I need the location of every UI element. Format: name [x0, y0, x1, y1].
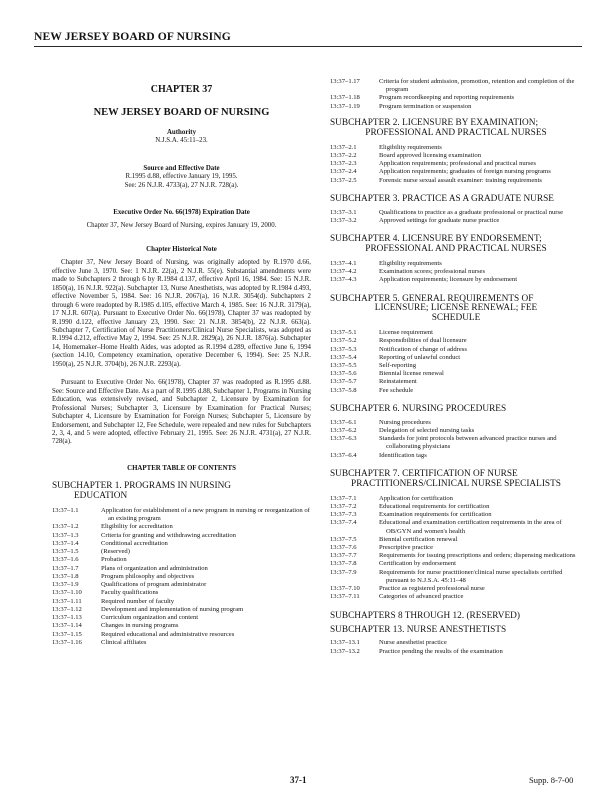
section-number: 13:37–5.8 [330, 386, 357, 394]
toc-entry [52, 556, 311, 564]
toc-entry [330, 511, 582, 519]
section-title: Conditional accreditation [101, 539, 168, 547]
toc-entry [52, 523, 311, 531]
section-title: Self-reporting [379, 361, 416, 369]
subchapter-6-heading: SUBCHAPTER 6. NURSING PROCEDURES [330, 403, 507, 414]
section-title: Approved settings for graduate nurse practice [379, 216, 500, 224]
section-title: Requirements for issuing prescriptions and orders; dispensing medications [379, 552, 576, 560]
toc-entry [330, 217, 582, 225]
section-number: 13:37–7.3 [330, 511, 357, 519]
section-number: 13:37–7.1 [330, 494, 357, 502]
toc-entry [330, 152, 582, 160]
section-title: Application requirements; licensure by endorsement [379, 276, 518, 284]
section-title: Fee schedule [379, 386, 414, 394]
section-number: 13:37–2.3 [330, 160, 357, 168]
authority-text: N.J.S.A. 45:11–23. [155, 137, 208, 145]
section-number: 13:37–1.15 [52, 630, 82, 638]
section-number: 13:37–6.4 [330, 451, 357, 459]
subchapter-2-list [330, 144, 582, 185]
section-title: Requirements for nurse practitioner/clinical nurse specialists certified pursuant to N.J.S.A. 45:11–48 [379, 568, 563, 584]
toc-entry [330, 536, 582, 544]
section-number: 13:37–1.18 [330, 94, 360, 102]
toc-entry [52, 622, 311, 630]
section-title: Criteria for granting and withdrawing accreditation [101, 531, 236, 539]
section-number: 13:37–5.2 [330, 337, 357, 345]
source-line: See: 26 N.J.R. 4733(a), 27 N.J.R. 728(a). [124, 181, 239, 189]
subchapter-1-heading: SUBCHAPTER 1. PROGRAMS IN NURSING EDUCATION [52, 481, 231, 502]
section-number: 13:37–4.1 [330, 259, 357, 267]
executive-order-heading: Executive Order No. 66(1978) Expiration Date [113, 209, 250, 217]
section-title: Standards for joint protocols between advanced practice nurses and collaborating physicians [379, 435, 557, 451]
subchapter-1-list [52, 507, 311, 647]
historical-note-heading: Chapter Historical Note [146, 245, 217, 253]
toc-entry [330, 370, 582, 378]
toc-entry [330, 346, 582, 354]
section-title: Qualifications to practice as a graduate professional or practical nurse [379, 208, 563, 216]
section-title: Probation [101, 556, 127, 564]
section-number: 13:37–1.8 [52, 572, 79, 580]
section-title: Changes in nursing programs [101, 622, 179, 630]
section-title: Certification by endorsement [379, 560, 456, 568]
section-title: Eligibility requirements [379, 143, 442, 151]
toc-entry [52, 507, 311, 523]
authority-heading: Authority [166, 129, 197, 136]
toc-entry [330, 337, 582, 345]
section-title: Responsibilities of dual licensure [379, 337, 467, 345]
header-rule [34, 46, 582, 47]
section-title: Prescriptive practice [379, 544, 434, 552]
toc-entry [52, 639, 311, 647]
chapter-number: CHAPTER 37 [150, 84, 213, 95]
section-number: 13:37–3.2 [330, 216, 357, 224]
section-title: Identification tags [379, 451, 427, 459]
section-number: 13:37–1.17 [330, 78, 360, 85]
toc-entry [330, 552, 582, 560]
section-title: (Reserved) [101, 548, 130, 556]
subchapter-4-list [330, 260, 582, 285]
toc-entry [330, 419, 582, 427]
section-number: 13:37–5.4 [330, 353, 357, 361]
subchapter-2-heading: SUBCHAPTER 2. LICENSURE BY EXAMINATION; PROFESSIONAL AND PRACTICAL NURSES [330, 117, 547, 138]
toc-entry [330, 569, 582, 585]
section-number: 13:37–2.5 [330, 176, 357, 184]
section-title: Educational and examination certification requirements in the area of OB/GYN and women's health [379, 519, 562, 535]
section-title: Eligibility for accreditation [101, 523, 173, 531]
subchapter-3-heading: SUBCHAPTER 3. PRACTICE AS A GRADUATE NURSE [330, 193, 554, 204]
section-title: Nurse anesthetist practice [379, 639, 447, 647]
right-column [330, 78, 582, 656]
section-number: 13:37–7.4 [330, 519, 357, 527]
section-number: 13:37–2.2 [330, 151, 357, 159]
toc-entry [330, 519, 582, 535]
toc-entry [330, 435, 582, 451]
toc-entry [52, 573, 311, 581]
section-title: Plans of organization and administration [101, 564, 208, 572]
section-title: Faculty qualifications [101, 589, 159, 597]
section-number: 13:37–7.6 [330, 544, 357, 552]
subchapter-13-heading: SUBCHAPTER 13. NURSE ANESTHETISTS [330, 624, 507, 635]
toc-entry [330, 585, 582, 593]
toc-entry [330, 94, 582, 102]
toc-entry [52, 532, 311, 540]
subchapter-7-list [330, 495, 582, 602]
toc-entry [330, 639, 582, 647]
section-number: 13:37–2.1 [330, 143, 357, 151]
subchapter-1-list-continued [330, 78, 582, 111]
subchapter-3-list [330, 209, 582, 225]
section-number: 13:37–2.4 [330, 168, 357, 176]
toc-entry [330, 648, 582, 656]
toc-entry [52, 614, 311, 622]
section-number: 13:37–7.10 [330, 585, 360, 593]
toc-entry [330, 160, 582, 168]
source-line: R.1995 d.88, effective January 19, 1995. [125, 173, 238, 181]
section-number: 13:37–4.2 [330, 268, 357, 276]
toc-entry [52, 548, 311, 556]
section-title: Program termination or suspension [379, 102, 472, 110]
section-number: 13:37–5.3 [330, 345, 357, 353]
toc-entry [52, 581, 311, 589]
toc-entry [330, 354, 582, 362]
section-number: 13:37–1.9 [52, 581, 79, 589]
historical-note-paragraph: Chapter 37, New Jersey Board of Nursing, was originally adopted by R.1970 d.66, effective June 3, 1970. See: 1 N.J.R. 22(a), 2 N.J.R. 55(e). Substantial amendments were made to Subchapters 2 through 6 by R.1984 d.137, effective April 16, 1984. See: 15 N.J.R. 1850(a), 16 N.J.R. 922(a). Subchapter 13, Nurse Anesthetists, was adopted by R.1984 d.493, effective November 5, 1984. See: 16 N.J.R. 2067(a), 16 N.J.R. 3054(d). Subchapters 2 through 6 were readopted by R.1985 d.105, effective March 4, 1985. See: 16 N.J.R. 3179(a), 17 N.J.R. 607(a). Pursuant to Executive Order No. 66(1978), Chapter 37 was readopted by R.1990 d.122, effective January 23, 1990. See: 21 N.J.R. 3854(b), 22 N.J.R. 663(a). Subchapter 7, Certification of Nurse Practitioners/Clinical Nurse Specialists, was adopted as R.1994 d.212, effective May 2, 1994. See: 25 N.J.R. 2829(a), 26 N.J.R. 1876(a). Subchapter 14, Homemaker–Home Health Aides, was adopted as R.1994 d.289, effective June 6, 1994 (section 14.10, Competency examination, operative December 6, 1994). See: 25 N.J.R. 1950(a), 25 N.J.R. 3704(b), 26 N.J.R. 2293(a). [52, 259, 311, 368]
section-number: 13:37–1.19 [330, 102, 360, 110]
toc-entry [52, 606, 311, 614]
toc-entry [330, 276, 582, 284]
section-title: Qualifications of program administrator [101, 581, 207, 589]
section-number: 13:37–6.3 [330, 435, 357, 443]
section-title: Notification of change of address [379, 345, 467, 353]
toc-entry [330, 560, 582, 568]
toc-entry [330, 495, 582, 503]
toc-entry [330, 378, 582, 386]
section-title: Categories of advanced practice [379, 593, 464, 601]
section-number: 13:37–1.10 [52, 589, 82, 597]
toc-entry [330, 78, 582, 94]
subchapter-5-heading: SUBCHAPTER 5. GENERAL REQUIREMENTS OF LICENSURE; LICENSE RENEWAL; FEE SCHEDULE [330, 293, 538, 324]
section-number: 13:37–4.3 [330, 276, 357, 284]
section-title: Reporting of unlawful conduct [379, 353, 461, 361]
section-number: 13:37–5.1 [330, 329, 357, 337]
subchapter-5-list [330, 329, 582, 395]
executive-order-text: Chapter 37, New Jersey Board of Nursing, expires January 19, 2000. [86, 221, 277, 229]
section-title: Application requirements; professional and practical nurses [379, 160, 536, 168]
section-title: License requirement [379, 329, 434, 337]
section-title: Practice as registered professional nurse [379, 585, 485, 593]
section-title: Program recordkeeping and reporting requirements [379, 94, 515, 102]
section-number: 13:37–7.11 [330, 593, 360, 601]
toc-entry [330, 144, 582, 152]
section-title: Required educational and administrative resources [101, 630, 235, 638]
toc-entry [330, 260, 582, 268]
section-number: 13:37–6.2 [330, 426, 357, 434]
subchapter-13-list [330, 639, 582, 655]
section-number: 13:37–7.8 [330, 560, 357, 568]
section-title: Educational requirements for certification [379, 502, 490, 510]
section-number: 13:37–1.7 [52, 564, 79, 572]
toc-entry [330, 544, 582, 552]
section-number: 13:37–3.1 [330, 208, 357, 216]
chapter-title: NEW JERSEY BOARD OF NURSING [93, 107, 270, 118]
running-head: NEW JERSEY BOARD OF NURSING [34, 30, 231, 43]
section-title: Application for certification [379, 494, 453, 502]
section-title: Examination scores; professional nurses [379, 268, 486, 276]
subchapter-6-list [330, 419, 582, 460]
section-number: 13:37–1.14 [52, 622, 82, 630]
section-title: Biennial license renewal [379, 370, 444, 378]
section-number: 13:37–7.2 [330, 502, 357, 510]
toc-entry [330, 593, 582, 601]
section-title: Criteria for student admission, promotion, retention and completion of the program [379, 78, 575, 94]
section-title: Nursing procedures [379, 418, 431, 426]
section-title: Examination requirements for certification [379, 511, 492, 519]
section-title: Forensic nurse sexual assault examiner: training requirements [379, 176, 542, 184]
supplement-date: Supp. 8-7-00 [529, 775, 574, 785]
section-title: Application for establishment of a new program in nursing or reorganization of an existing program [101, 507, 310, 523]
toc-entry [330, 452, 582, 460]
section-number: 13:37–13.1 [330, 639, 360, 647]
section-title: Board approved licensing examination [379, 151, 481, 159]
section-number: 13:37–5.5 [330, 361, 357, 369]
section-title: Biennial certification renewal [379, 535, 458, 543]
toc-entry [52, 565, 311, 573]
toc-entry [52, 631, 311, 639]
section-number: 13:37–1.1 [52, 507, 79, 514]
section-number: 13:37–7.5 [330, 535, 357, 543]
toc-entry [330, 268, 582, 276]
historical-note-paragraph: Pursuant to Executive Order No. 66(1978), Chapter 37 was readopted as R.1995 d.88. See: Source and Effective Date. As a part of R.1995 d.88, Subchapter 1, Programs in Nursing Education, was extensively revised, and Subchapter 2, Licensure by Examination for Professional Nurses; Subchapter 3, Licensure by Examination for Practical Nurses; Subchapter 4, Licensure by Examination for Foreign Nurses; Subchapter 5, Licensure by Endorsement, and Subchapter 12, Fee Schedule, were repealed and new rules for Subchapters 2, 3, 4, and 5 were adopted, effective February 21, 1995. See: 26 N.J.R. 4731(a), 27 N.J.R. 728(a). [52, 379, 311, 446]
source-heading: Source and Effective Date [143, 164, 220, 172]
toc-entry [330, 103, 582, 111]
section-number: 13:37–1.4 [52, 539, 79, 547]
left-column [52, 78, 311, 647]
section-number: 13:37–1.3 [52, 531, 79, 539]
toc-entry [330, 177, 582, 185]
toc-entry [52, 589, 311, 597]
section-title: Clinical affiliates [101, 638, 147, 646]
toc-entry [52, 540, 311, 548]
section-title: Curriculum organization and content [101, 614, 199, 622]
section-title: Eligibility requirements [379, 259, 442, 267]
section-number: 13:37–13.2 [330, 647, 360, 655]
toc-entry [52, 598, 311, 606]
section-number: 13:37–5.6 [330, 370, 357, 378]
section-number: 13:37–1.2 [52, 523, 79, 531]
section-number: 13:37–1.6 [52, 556, 79, 564]
subchapter-4-heading: SUBCHAPTER 4. LICENSURE BY ENDORSEMENT; PROFESSIONAL AND PRACTICAL NURSES [330, 234, 547, 254]
section-title: Reinstatement [379, 378, 417, 386]
section-number: 13:37–1.11 [52, 597, 82, 605]
section-title: Application requirements; graduates of foreign nursing programs [379, 168, 551, 176]
section-number: 13:37–1.5 [52, 548, 79, 556]
toc-entry [330, 329, 582, 337]
subchapter-7-heading: SUBCHAPTER 7. CERTIFICATION OF NURSE PRACTITIONERS/CLINICAL NURSE SPECIALISTS [330, 468, 561, 489]
section-title: Delegation of selected nursing tasks [379, 426, 475, 434]
section-number: 13:37–1.13 [52, 614, 82, 622]
toc-entry [330, 362, 582, 370]
subchapters-8-12-heading: SUBCHAPTERS 8 THROUGH 12. (RESERVED) [330, 610, 520, 621]
section-number: 13:37–5.7 [330, 378, 357, 386]
section-title: Development and implementation of nursing program [101, 605, 244, 613]
section-title: Practice pending the results of the examination [379, 647, 503, 655]
toc-entry [330, 168, 582, 176]
toc-entry [330, 503, 582, 511]
section-title: Program philosophy and objectives [101, 572, 195, 580]
toc-heading: CHAPTER TABLE OF CONTENTS [127, 464, 236, 472]
page-number: 37-1 [290, 775, 307, 785]
toc-entry [330, 427, 582, 435]
toc-entry [330, 209, 582, 217]
section-number: 13:37–1.16 [52, 638, 82, 646]
section-number: 13:37–7.7 [330, 552, 357, 560]
section-number: 13:37–1.12 [52, 605, 82, 613]
section-number: 13:37–6.1 [330, 418, 357, 426]
section-title: Required number of faculty [101, 597, 175, 605]
toc-entry [330, 387, 582, 395]
section-number: 13:37–7.9 [330, 568, 357, 576]
